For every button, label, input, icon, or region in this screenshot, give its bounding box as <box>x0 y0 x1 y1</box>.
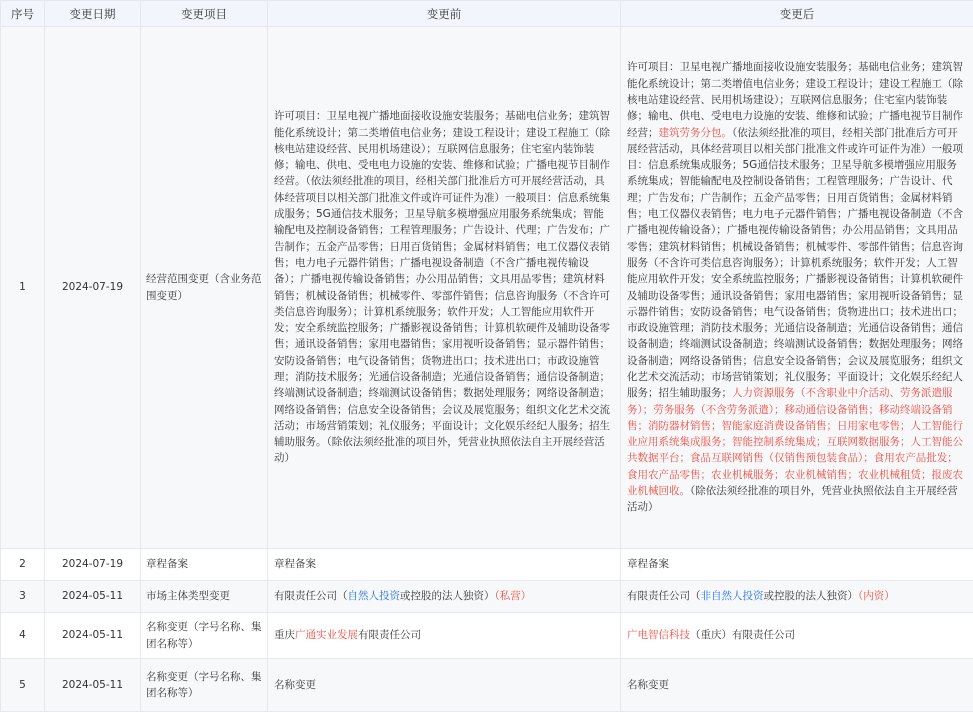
table-header-row <box>1 1 973 27</box>
row-before-value <box>268 581 621 613</box>
removed-text: 自然人投资 <box>347 590 400 603</box>
header-index: 序号 <box>1 1 45 27</box>
row-date: 2024-05-11 <box>45 581 141 613</box>
header-change-item: 变更项目 <box>141 1 268 27</box>
after-text: （除依法须经批准的项目外，凭营业执照依法自主开展经营活动） <box>627 485 958 514</box>
row-change-item: 经营范围变更（含业务范围变更） <box>141 27 268 549</box>
row-change-item: 名称变更（字号名称、集团名称等） <box>141 613 268 659</box>
row-date: 2024-07-19 <box>45 27 141 549</box>
row-before-value: 许可项目：卫星电视广播地面接收设施安装服务；基础电信业务；建筑智能化系统设计；第二类增值电信业务；建设工程设计；建设工程施工（除核电站建设经营、民用机场建设）；互联网信息服务；住宅室内装饰装修；输电、供电、受电电力设施的安装、维修和试验；广播电视节目制作经营。（依法须经批准的项目，经相关部门批准后方可开展经营活动，具体经营项目以相关部门批准文件或许可证件为准）一般项目：信息系统集成服务；5G通信技术服务；卫星导航多模增强应用服务系统集成；智能输配电及控制设备销售；工程管理服务；广告设计、代理；广告发布；广告制作；五金产品零售；日用百货销售；金属材料销售；电工仪器仪表销售；电力电子元器件销售；广播电视设备制造（不含广播电视传输设备）；广播电视传输设备销售；办公用品销售；文具用品零售；建筑材料销售；机械设备销售；机械零件、零部件销售；信息咨询服务（不含许可类信息咨询服务）；计算机系统服务；软件开发；人工智能应用软件开发；安全系统监控服务；广播影视设备销售；计算机软硬件及辅助设备零售；通讯设备销售；家用电器销售；家用视听设备销售；显示器件销售；安防设备销售；电气设备销售；货物进出口；技术进出口；市政设施管理；消防技术服务；光通信设备制造；光通信设备销售；通信设备制造；终端测试设备制造；终端测试设备销售；数据处理服务；网络设备制造；网络设备销售；信息安全设备销售；会议及展览服务；组织文化艺术交流活动；市场营销策划；礼仪服务；平面设计；文化娱乐经纪人服务；招生辅助服务。（除依法须经批准的项目外，凭营业执照依法自主开展经营活动） <box>268 27 621 549</box>
before-text: 有限责任公司（ <box>274 590 348 603</box>
row-before-value <box>268 613 621 659</box>
row-index: 3 <box>1 581 45 613</box>
header-change-date: 变更日期 <box>45 1 141 27</box>
after-text: （重庆）有限责任公司 <box>690 629 795 642</box>
row-index: 5 <box>1 659 45 712</box>
row-date: 2024-05-11 <box>45 613 141 659</box>
row-index: 4 <box>1 613 45 659</box>
added-text: 人力资源服务（不含职业中介活动、劳务派遣服务）；劳务服务（不含劳务派遣）；移动通信设备销售；移动终端设备销售；消防器材销售；智能家庭消费设备销售；日用家电零售；人工智能行业应用系统集成服务；智能控制系统集成；互联网数据服务；人工智能公共数据平台；食品互联网销售（仅销售预包装食品）；食用农产品批发；食用农产品零售；农业机械服务；农业机械销售；农业机械租赁；报废农业机械回收。 <box>627 387 963 498</box>
row-before-value: 名称变更 <box>268 659 621 712</box>
after-text: 或控股的法人独资） <box>763 590 858 603</box>
table-row <box>1 613 973 659</box>
added-text: 建筑劳务分包。 <box>658 126 732 139</box>
row-after-value: 章程备案 <box>621 549 973 581</box>
row-after-value <box>621 27 973 549</box>
after-text: 有限责任公司（ <box>627 590 701 603</box>
removed-text: （私营） <box>494 590 532 603</box>
after-text: 许可项目：卫星电视广播地面接收设施安装服务；基础电信业务；建筑智能化系统设计；第二类增值电信业务；建设工程设计；建设工程施工（除核电站建设经营、民用机场建设）；互联网信息服务；住宅室内装饰装修；输电、供电、受电电力设施的安装、维修和试验；广播电视节目制作经营； <box>627 61 963 139</box>
row-after-value <box>621 613 973 659</box>
row-change-item: 章程备案 <box>141 549 268 581</box>
header-after: 变更后 <box>621 1 973 27</box>
row-after-value <box>621 581 973 613</box>
header-before: 变更前 <box>268 1 621 27</box>
added-text: 非自然人投资 <box>700 590 764 603</box>
before-text: 有限责任公司 <box>358 629 421 642</box>
table-row <box>1 549 973 581</box>
row-change-item: 名称变更（字号名称、集团名称等） <box>141 659 268 712</box>
table-row <box>1 27 973 549</box>
before-text: 重庆 <box>274 629 295 642</box>
row-date: 2024-07-19 <box>45 549 141 581</box>
after-text: （依法须经批准的项目，经相关部门批准后方可开展经营活动，具体经营项目以相关部门批准文件或许可证件为准）一般项目：信息系统集成服务；5G通信技术服务；卫星导航多模增强应用服务系统集成；智能输配电及控制设备销售；工程管理服务；广告设计、代理；广告发布；广告制作；五金产品零售；日用百货销售；金属材料销售；电工仪器仪表销售；电力电子元器件销售；广播电视设备制造（不含广播电视传输设备）；广播电视传输设备销售；办公用品销售；文具用品零售；建筑材料销售；机械设备销售；机械零件、零部件销售；信息咨询服务（不含许可类信息咨询服务）；计算机系统服务；软件开发；人工智能应用软件开发；安全系统监控服务；广播影视设备销售；计算机软硬件及辅助设备零售；通讯设备销售；家用电器销售；家用视听设备销售；显示器件销售；安防设备销售；电气设备销售；货物进出口；技术进出口；市政设施管理；消防技术服务；光通信设备制造；光通信设备销售；通信设备制造；终端测试设备制造；终端测试设备销售；数据处理服务；网络设备制造；网络设备销售；信息安全设备销售；会议及展览服务；组织文化艺术交流活动；市场营销策划；礼仪服务；平面设计；文化娱乐经纪人服务；招生辅助服务； <box>627 126 963 400</box>
row-index: 1 <box>1 27 45 549</box>
row-after-value: 名称变更 <box>621 659 973 712</box>
row-change-item: 市场主体类型变更 <box>141 581 268 613</box>
row-before-value: 章程备案 <box>268 549 621 581</box>
added-text: （内资） <box>858 590 895 603</box>
table-row <box>1 581 973 613</box>
row-index: 2 <box>1 549 45 581</box>
before-text: 或控股的法人独资） <box>400 590 495 603</box>
table-row <box>1 659 973 712</box>
row-date: 2024-05-11 <box>45 659 141 712</box>
removed-text: 广通实业发展 <box>295 629 358 642</box>
added-text: 广电智信科技 <box>627 629 690 642</box>
